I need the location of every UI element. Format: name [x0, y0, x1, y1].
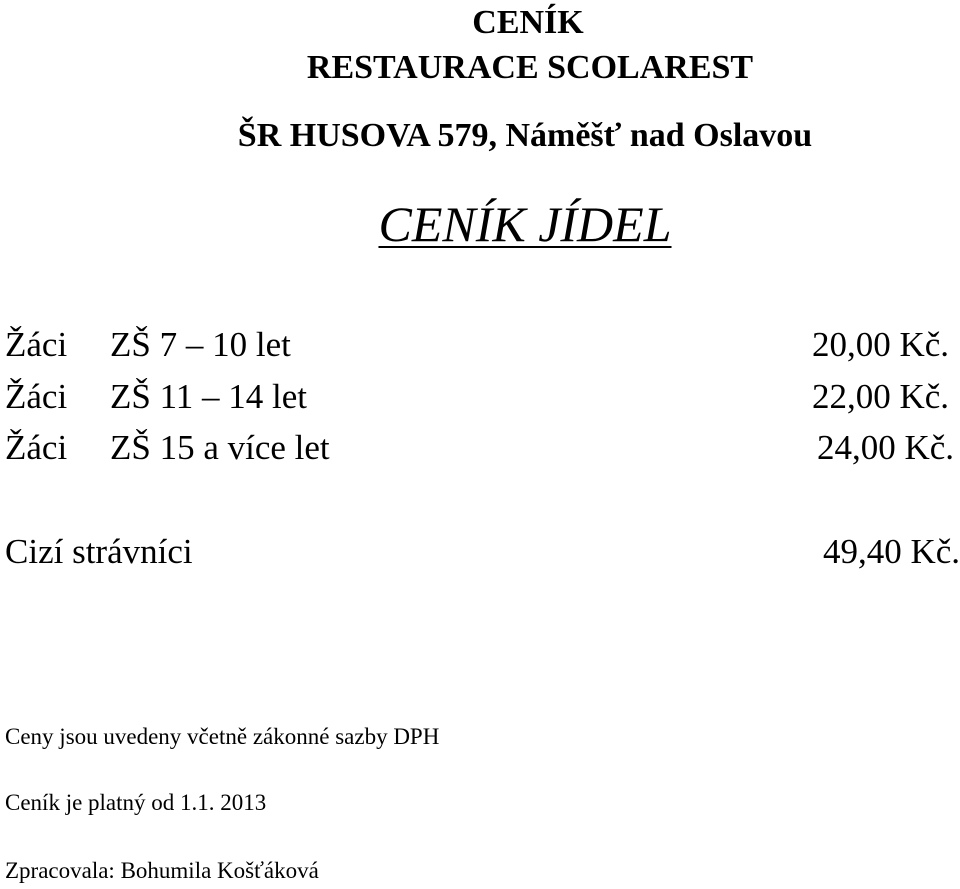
document-title: CENÍK	[472, 4, 584, 41]
row-description: ZŠ 15 a více let	[110, 428, 330, 467]
row-price: 24,00 Kč.	[816, 428, 954, 467]
guests-price: 49,40 Kč.	[822, 532, 960, 571]
row-category: Žáci	[5, 428, 68, 467]
author-note: Zpracovala: Bohumila Košťáková	[5, 858, 319, 883]
row-description: ZŠ 11 – 14 let	[110, 377, 308, 416]
row-description: ZŠ 7 – 10 let	[110, 325, 291, 364]
row-price: 22,00 Kč.	[811, 377, 949, 416]
restaurant-address: ŠR HUSOVA 579, Náměšť nad Oslavou	[237, 117, 813, 154]
row-price: 20,00 Kč.	[811, 325, 949, 364]
guests-label: Cizí strávníci	[5, 532, 193, 571]
validity-note: Ceník je platný od 1.1. 2013	[5, 790, 267, 815]
row-category: Žáci	[5, 377, 68, 416]
row-category: Žáci	[5, 325, 68, 364]
vat-note: Ceny jsou uvedeny včetně zákonné sazby DPH	[5, 724, 440, 749]
menu-heading: CENÍK JÍDEL	[378, 196, 672, 252]
restaurant-name: RESTAURACE SCOLAREST	[306, 49, 754, 86]
